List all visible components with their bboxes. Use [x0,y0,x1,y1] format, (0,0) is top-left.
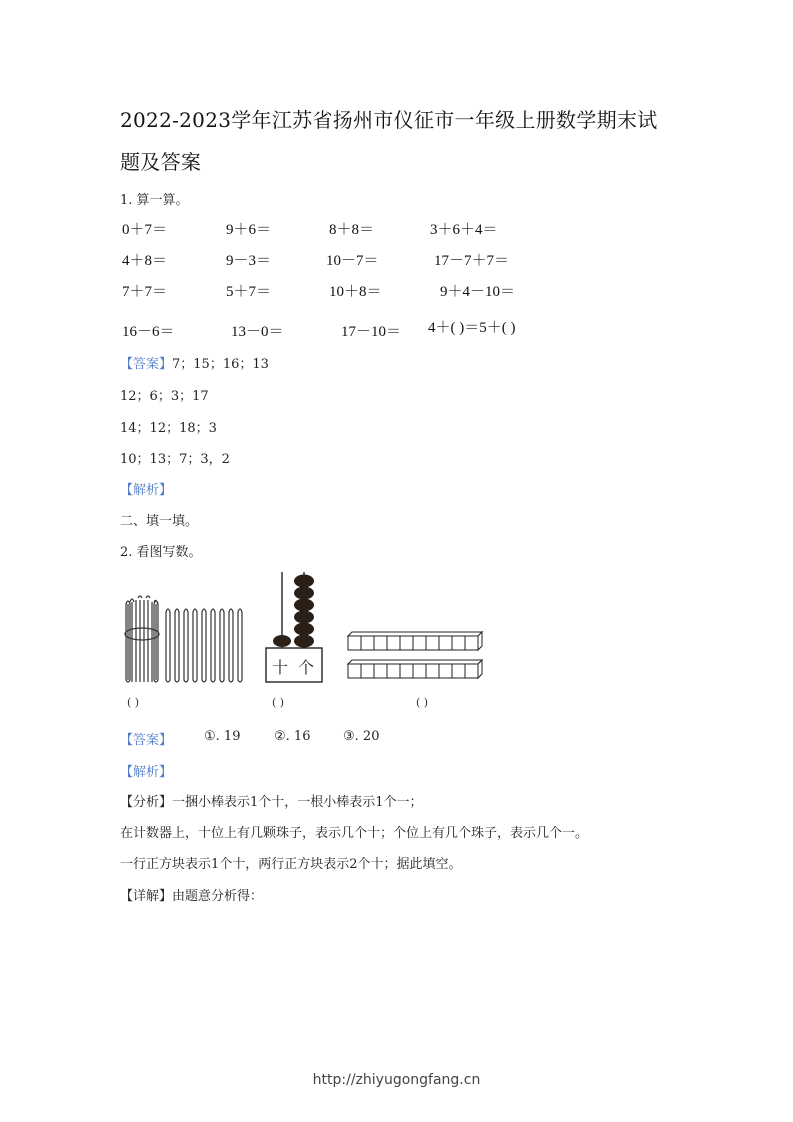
equation: 5＋7＝ [226,284,272,300]
cube [426,664,439,678]
answer-line: 10；13；7；3，2 [120,452,230,467]
analysis-line: 在计数器上，十位上有几颗珠子，表示几个十；个位上有几个珠子，表示几个一。 [120,826,589,841]
analysis-label: 【解析】 [120,765,173,780]
document-title-line1: 2022-2023学年江苏省扬州市仪征市一年级上册数学期末试 [120,108,658,132]
equation: 9＋4－10＝ [440,284,516,300]
equation: 8＋8＝ [329,222,375,238]
analysis-line: 【详解】由题意分析得： [120,889,264,904]
answer-block-1 [120,353,269,372]
cube [348,664,361,678]
cube [387,664,400,678]
cube [413,664,426,678]
cube [413,636,426,650]
section-2-heading: 二、填一填。 [120,514,199,529]
answer-label: 【答案】 [120,357,173,372]
cube [374,636,387,650]
answer-line: 7；15；16；13 [172,357,269,372]
answer-line: 12；6；3；17 [120,389,209,404]
cube [465,636,478,650]
equation: 10＋8＝ [329,284,382,300]
equation: 17－10＝ [341,324,402,340]
footer-url[interactable]: http://zhiyugongfang.cn [312,1072,481,1088]
document-title-line2: 题及答案 [120,150,202,174]
question-1-heading: 1. 算一算。 [120,193,189,208]
cube [361,636,374,650]
cube [348,636,361,650]
answer-label: 【答案】 [120,733,173,748]
cube-row-side [478,660,482,678]
analysis-line: 一行正方块表示1个十，两行正方块表示2个十；据此填空。 [120,857,462,872]
cube [439,636,452,650]
abacus-tens-label: 十 [272,658,289,677]
abacus-ones-label: 个 [298,658,315,677]
answer-item: ①. 19 [204,729,241,744]
equation: 17－7＋7＝ [434,253,510,269]
cubes-figure [346,630,492,686]
analysis-line: 【分析】一捆小棒表示1个十，一根小棒表示1个一； [120,795,423,810]
cube [400,664,413,678]
cube-row-side [478,632,482,650]
cube [374,664,387,678]
answer-blank-1[interactable]: ( ) [127,696,140,709]
cube [465,664,478,678]
cube [426,636,439,650]
equation: 13－0＝ [231,324,284,340]
cube [387,636,400,650]
equation: 16－6＝ [122,324,175,340]
equation: 7＋7＝ [122,284,168,300]
equation: 3＋6＋4＝ [430,222,498,238]
equation: 0＋7＝ [122,222,168,238]
question-2-heading: 2. 看图写数。 [120,545,202,560]
cube [400,636,413,650]
cube [439,664,452,678]
equation: 9－3＝ [226,253,272,269]
equation: 4＋8＝ [122,253,168,269]
sticks-figure [118,592,248,687]
answer-blank-2[interactable]: ( ) [272,696,285,709]
cube-row-top [348,632,482,636]
answer-item: ③. 20 [343,729,380,744]
cube [452,664,465,678]
cube [361,664,374,678]
answer-item: ②. 16 [274,729,311,744]
equation: 9＋6＝ [226,222,272,238]
equation: 4＋( )＝5＋( ) [428,320,516,336]
answer-line: 14；12；18；3 [120,421,217,436]
analysis-label: 【解析】 [120,483,173,498]
cube [452,636,465,650]
equation: 10－7＝ [326,253,379,269]
cube-row-top [348,660,482,664]
answer-blank-3[interactable]: ( ) [416,696,429,709]
